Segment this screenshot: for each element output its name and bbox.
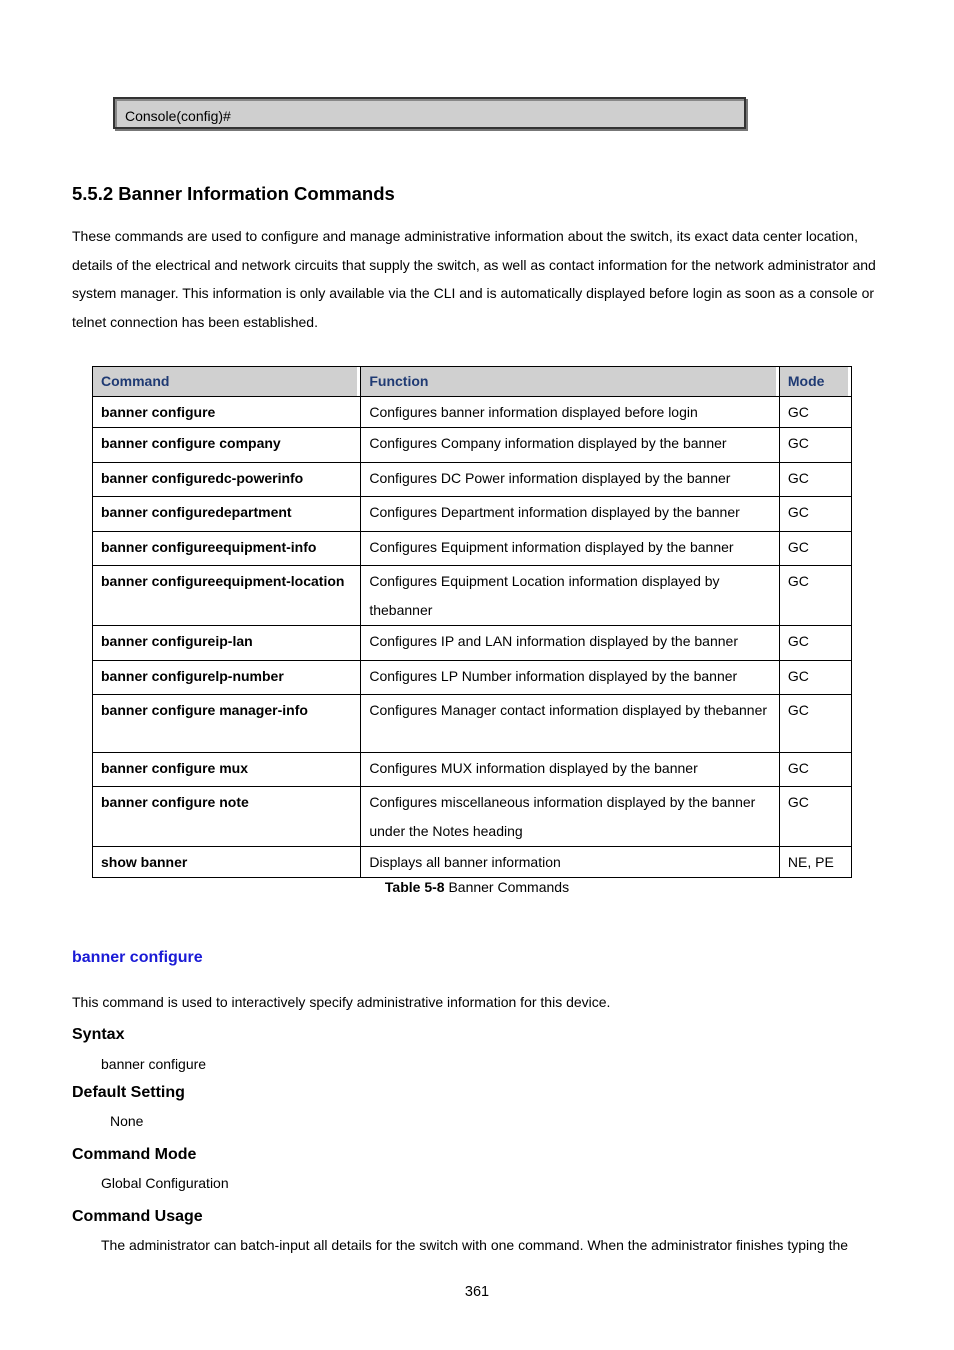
mode-cell: GC [779, 566, 851, 626]
function-cell: Configures LP Number information displayed by the banner [361, 661, 780, 695]
default-setting-text: None [110, 1113, 144, 1129]
command-cell: banner configure company [93, 428, 361, 463]
page-number: 361 [464, 1284, 490, 1300]
command-mode-heading: Command Mode [72, 1146, 197, 1163]
command-title: banner configure [72, 949, 203, 966]
command-cell: banner configurelp-number [93, 661, 361, 695]
syntax-text: banner configure [101, 1056, 207, 1072]
command-cell: banner configure mux [93, 753, 361, 787]
table-caption-label: Table 5-8 [384, 879, 445, 895]
table-row [93, 661, 852, 695]
table-row [93, 397, 852, 428]
mode-cell: GC [779, 428, 851, 463]
command-cell: banner configure manager-info [93, 695, 361, 753]
mode-cell: GC [779, 463, 851, 497]
command-cell: banner configure [93, 397, 361, 428]
table-row [93, 695, 852, 753]
console-prompt-box [113, 97, 746, 129]
function-cell: Configures Department information displayed by the banner [361, 497, 780, 532]
table-row [93, 497, 852, 532]
function-cell: Configures IP and LAN information displayed by the banner [361, 626, 780, 661]
command-cell: banner configureip-lan [93, 626, 361, 661]
function-cell: Configures Equipment Location information displayed by thebanner [361, 566, 780, 626]
command-cell: banner configuredepartment [93, 497, 361, 532]
command-usage-text: The administrator can batch-input all details for the switch with one command. When the administrator finishes typing the [101, 1237, 849, 1253]
command-description: This command is used to interactively specify administrative information for this device. [72, 994, 611, 1010]
banner-commands-table [92, 366, 852, 878]
command-mode-text: Global Configuration [101, 1175, 229, 1191]
mode-cell: GC [779, 787, 851, 847]
table-row [93, 428, 852, 463]
function-cell: Configures Equipment information displayed by the banner [361, 532, 780, 566]
command-cell: show banner [93, 847, 361, 878]
table-row [93, 847, 852, 878]
function-cell: Configures DC Power information displayed by the banner [361, 463, 780, 497]
command-cell: banner configure note [93, 787, 361, 847]
command-cell: banner configureequipment-info [93, 532, 361, 566]
command-cell: banner configureequipment-location [93, 566, 361, 626]
function-cell: Configures Company information displayed by the banner [361, 428, 780, 463]
mode-cell: GC [779, 753, 851, 787]
function-cell: Configures Manager contact information displayed by thebanner [361, 695, 780, 753]
default-setting-heading: Default Setting [72, 1084, 185, 1101]
mode-cell: GC [779, 497, 851, 532]
function-cell: Configures banner information displayed before login [361, 397, 780, 428]
function-cell: Configures miscellaneous information displayed by the banner under the Notes heading [361, 787, 780, 847]
table-caption [0, 879, 954, 895]
mode-cell: GC [779, 397, 851, 428]
mode-cell: GC [779, 695, 851, 753]
table-row [93, 463, 852, 497]
table-row [93, 753, 852, 787]
mode-cell: GC [779, 661, 851, 695]
command-usage-heading: Command Usage [72, 1208, 203, 1225]
section-intro: These commands are used to configure and manage administrative information about the switch, its exact data center location, details of the electrical and network circuits that supply the switch, as well as contact information for the network administrator and system manager. This information is only available via the CLI and is automatically displayed before login as soon as a console or telnet connection has been established. [72, 228, 876, 331]
table-header-row [93, 367, 852, 397]
table-row [93, 787, 852, 847]
table-row [93, 626, 852, 661]
header-command: Command [93, 367, 361, 397]
function-cell: Configures MUX information displayed by the banner [361, 753, 780, 787]
function-cell: Displays all banner information [361, 847, 780, 878]
mode-cell: GC [779, 626, 851, 661]
header-function: Function [361, 367, 780, 397]
header-mode: Mode [779, 367, 851, 397]
table-row [93, 566, 852, 626]
section-title: 5.5.2 Banner Information Commands [72, 183, 395, 204]
syntax-heading: Syntax [72, 1026, 125, 1043]
mode-cell: GC [779, 532, 851, 566]
table-caption-text: Banner Commands [444, 879, 570, 895]
command-cell: banner configuredc-powerinfo [93, 463, 361, 497]
table-row [93, 532, 852, 566]
mode-cell: NE, PE [779, 847, 851, 878]
console-prompt: Console(config)# [125, 108, 231, 124]
